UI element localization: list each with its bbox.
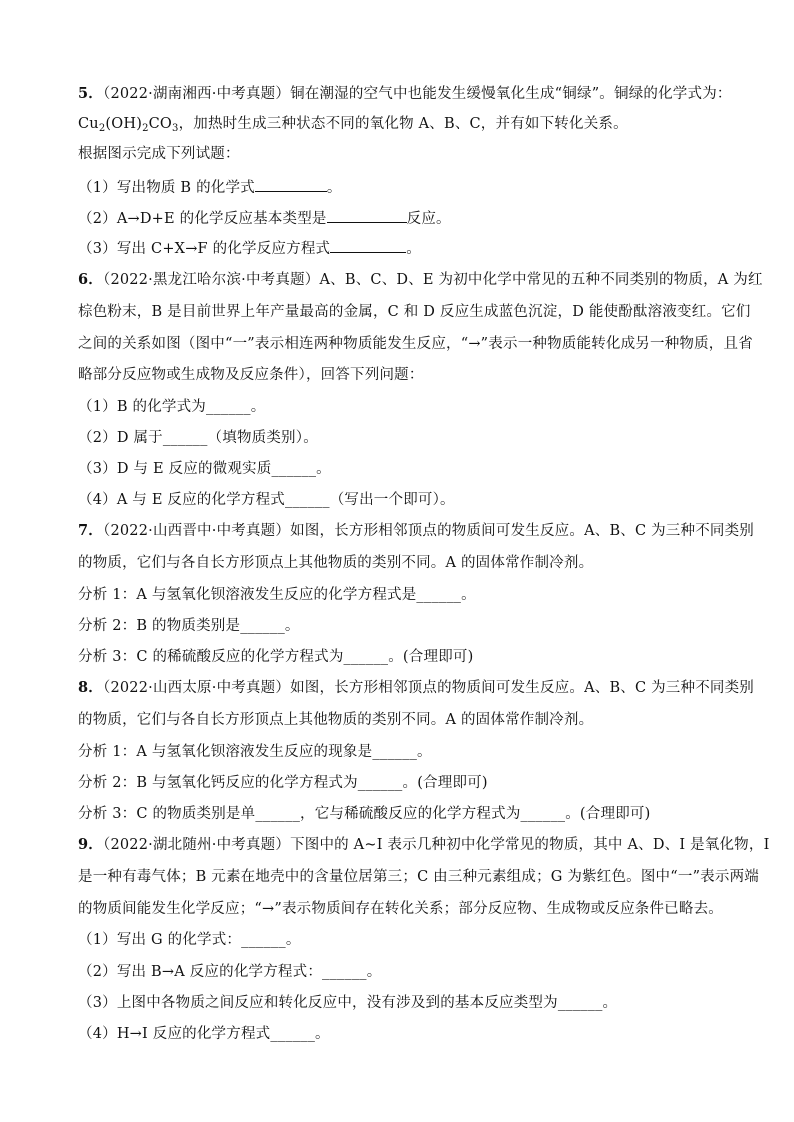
q7-analysis3: 分析 3：C 的稀硫酸反应的化学方程式为______。(合理即可): [78, 649, 474, 665]
q6-sub2: （2）D 属于______（填物质类别）。: [78, 430, 318, 446]
q6-sub4: （4）A 与 E 反应的化学方程式______（写出一个即可）。: [78, 492, 455, 508]
q5-formula-sub2: 2: [142, 123, 149, 134]
q5-sub3-blank[interactable]: [330, 238, 406, 253]
q7-analysis2: 分析 2：B 的物质类别是______。: [78, 618, 300, 634]
q9-line1-text: （2022·湖北随州·中考真题）下图中的 A~I 表示几种初中化学常见的物质，其中 A、D、I 是氧化物，I: [103, 837, 770, 853]
q7-line2: 的物质，它们与各自长方形顶点上其他物质的类别不同。A 的固体常作制冷剂。: [78, 555, 594, 571]
q6-line1: [78, 270, 763, 290]
q7-line1-text: （2022·山西晋中·中考真题）如图，长方形相邻顶点的物质间可发生反应。A、B、C 为三种不同类别: [103, 523, 754, 539]
q9-sub3: （3）上图中各物质之间反应和转化反应中，没有涉及到的基本反应类型为______。: [78, 995, 618, 1011]
q5-sub1-text: （1）写出物质 B 的化学式: [78, 180, 255, 196]
q5-sub1-end: 。: [326, 180, 342, 196]
q6-sub3: （3）D 与 E 反应的微观实质______。: [78, 461, 331, 477]
q7-number: 7．: [78, 522, 103, 539]
q6-line3: 之间的关系如图（图中“一”表示相连两种物质能发生反应，“→”表示一种物质能转化成另一种物质，且省: [78, 336, 753, 352]
q5-formula-sub3: 3: [172, 123, 179, 134]
q8-number: 8．: [78, 679, 103, 696]
q5-sub1-blank[interactable]: [255, 177, 327, 192]
q5-sub1: [78, 177, 342, 198]
q5-sub2-blank[interactable]: [327, 208, 407, 223]
q5-sub2-end: 反应。: [406, 211, 451, 227]
q7-line1: [78, 521, 754, 541]
q5-sub3-text: （3）写出 C+X→F 的化学反应方程式: [78, 241, 331, 257]
q5-number: 5．: [78, 85, 103, 102]
q5-line2: [78, 114, 628, 134]
q8-analysis3: 分析 3：C 的物质类别是单______，它与稀硫酸反应的化学方程式为______。(合理即可): [78, 806, 651, 822]
q9-sub4: （4）H→I 反应的化学方程式______。: [78, 1026, 330, 1042]
q5-instruction: 根据图示完成下列试题：: [78, 146, 240, 162]
q5-line1: [78, 84, 732, 104]
q5-sub3-end: 。: [406, 241, 421, 257]
q5-formula-co: CO: [148, 116, 173, 132]
q6-line1-text: （2022·黑龙江哈尔滨·中考真题）A、B、C、D、E 为初中化学中常见的五种不同类别的物质，A 为红: [103, 272, 763, 288]
q8-analysis2: 分析 2：B 与氢氧化钙反应的化学方程式为______。(合理即可): [78, 775, 488, 791]
q9-line1: [78, 835, 770, 855]
q5-formula-cu: Cu: [78, 116, 99, 132]
q8-line1-text: （2022·山西太原·中考真题）如图，长方形相邻顶点的物质间可发生反应。A、B、C 为三种不同类别: [103, 680, 754, 696]
q5-sub3: [78, 238, 421, 259]
q6-line4: 略部分反应物或生成物及反应条件），回答下列问题：: [78, 367, 424, 383]
q9-number: 9．: [78, 836, 103, 853]
q7-analysis1: 分析 1：A 与氢氧化钡溶液发生反应的化学方程式是______。: [78, 587, 476, 603]
q5-sub2-text: （2）A→D+E 的化学反应基本类型是: [78, 211, 327, 227]
q6-sub1: （1）B 的化学式为______。: [78, 399, 266, 415]
q6-line2: 棕色粉末，B 是目前世界上年产量最高的金属，C 和 D 反应生成蓝色沉淀，D 能使酚酞溶液变红。它们: [78, 304, 751, 320]
q5-sub2: [78, 208, 451, 229]
q9-line3: 的物质间能发生化学反应；“→”表示物质间存在转化关系；部分反应物、生成物或反应条件已略去。: [78, 901, 723, 917]
q8-analysis1: 分析 1：A 与氢氧化钡溶液发生反应的现象是______。: [78, 744, 432, 760]
q5-formula-sub1: 2: [98, 123, 106, 134]
q9-line2: 是一种有毒气体；B 元素在地壳中的含量位居第三；C 由三种元素组成；G 为紫红色。图中“一”表示两端: [78, 869, 759, 885]
q9-sub2: （2）写出 B→A 反应的化学方程式：______。: [78, 964, 382, 980]
q5-stem-b: ，加热时生成三种状态不同的氧化物 A、B、C，并有如下转化关系。: [178, 116, 628, 132]
q5-stem-a: 铜在潮湿的空气中也能发生缓慢氧化生成“铜绿”。铜绿的化学式为：: [290, 86, 732, 102]
q8-line1: [78, 678, 754, 698]
q9-sub1: （1）写出 G 的化学式：______。: [78, 932, 301, 948]
q6-number: 6．: [78, 271, 103, 288]
q5-source: （2022·湖南湘西·中考真题）: [103, 86, 291, 102]
q8-line2: 的物质，它们与各自长方形顶点上其他物质的类别不同。A 的固体常作制冷剂。: [78, 712, 594, 728]
q5-formula-oh: (OH): [105, 116, 143, 132]
